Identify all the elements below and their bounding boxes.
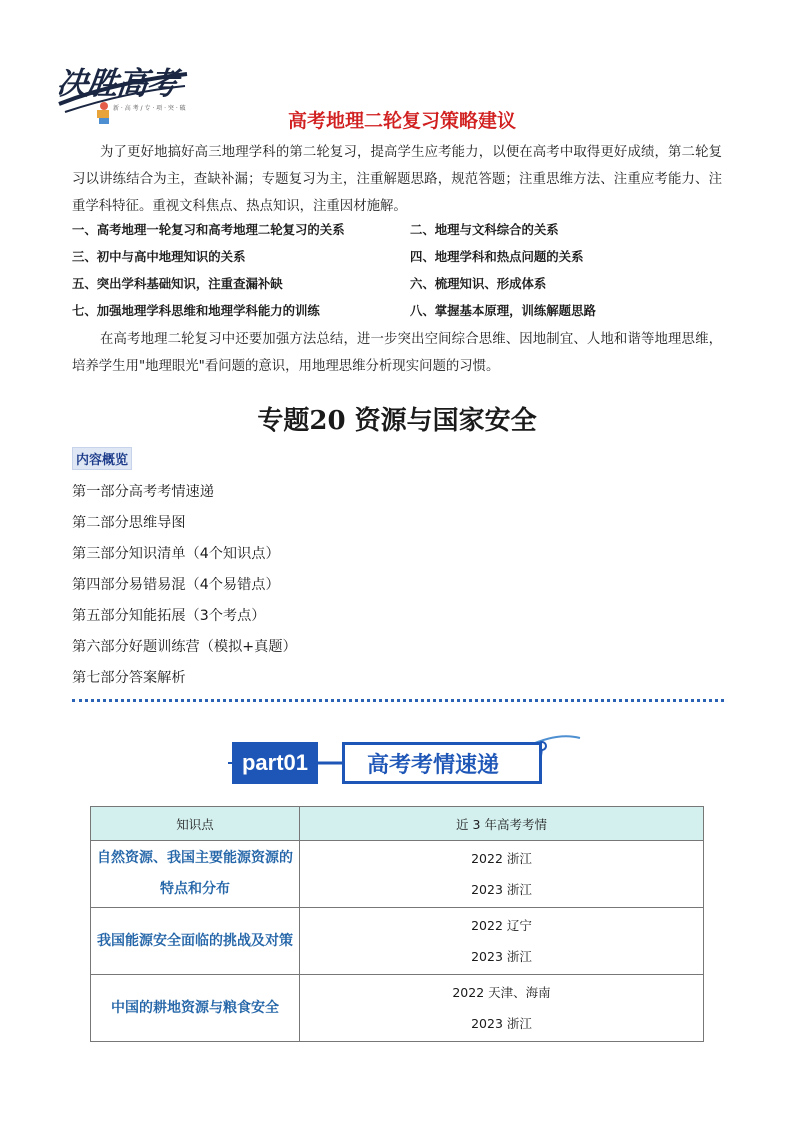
year-entry: 2023 浙江 [471,882,532,897]
outro-paragraph: 在高考地理二轮复习中还要加强方法总结，进一步突出空间综合思维、因地制宜、人地和谐等地理思维，培养学生用"地理眼光"看问题的意识，用地理思维分析现实问题的习惯。 [72,332,722,374]
point-item: 三、初中与高中地理知识的关系 [72,249,246,264]
toc-item[interactable]: 第一部分高考考情速递 [72,484,214,500]
part-number-badge: part01 [232,742,318,784]
year-entry: 2022 辽宁 [471,918,532,933]
toc-item[interactable]: 第七部分答案解析 [72,670,186,686]
point-item: 六、梳理知识、形成体系 [410,276,547,291]
topic-cell: 我国能源安全面临的挑战及对策 [91,908,300,975]
point-item: 五、突出学科基础知识，注重查漏补缺 [72,276,283,291]
toc-item[interactable]: 第四部分易错易混（4个易错点） [72,577,280,593]
years-cell [300,908,704,975]
point-item: 四、地理学科和热点问题的关系 [410,249,584,264]
overview-tag: 内容概览 [72,447,132,470]
table-header-topic: 知识点 [91,807,300,841]
section-label: 高考考情速递 [342,742,542,784]
year-entry: 2023 浙江 [471,1016,532,1031]
point-item: 七、加强地理学科思维和地理学科能力的训练 [72,303,320,318]
table-row [91,908,704,975]
toc-item[interactable]: 第二部分思维导图 [72,515,186,531]
toc-item[interactable]: 第五部分知能拓展（3个考点） [72,608,266,624]
table-header-years: 近 3 年高考考情 [300,807,704,841]
point-item: 一、高考地理一轮复习和高考地理二轮复习的关系 [72,222,345,237]
topic-title: 专题20 资源与国家安全 [257,406,537,436]
exam-info-table [90,806,704,1042]
table-of-contents [72,478,297,695]
year-entry: 2022 天津、海南 [452,985,551,1000]
strategy-title: 高考地理二轮复习策略建议 [287,110,516,132]
point-item: 八、掌握基本原理，训练解题思路 [410,303,596,318]
table-row [91,975,704,1042]
toc-item[interactable]: 第六部分好题训练营（模拟+真题） [72,639,297,655]
intro-paragraph: 为了更好地搞好高三地理学科的第二轮复习，提高学生应考能力，以便在高考中取得更好成绩，第二轮复习以讲练结合为主，查缺补漏；专题复习为主，注重解题思路，规范答题；注重思维方法、注重应考能力、注重学科特征。重视文科焦点、热点知识，注重因材施解。 [72,145,722,214]
section-banner [228,732,588,792]
topic-cell: 中国的耕地资源与粮食安全 [91,975,300,1042]
years-cell [300,975,704,1042]
logo-small-text: 新 · 高 考 / 专 · 项 · 突 · 破 [113,105,186,112]
year-entry: 2022 浙江 [471,851,532,866]
logo-text: 决胜高考 [54,66,179,102]
toc-item[interactable]: 第三部分知识清单（4个知识点） [72,546,280,562]
years-cell [300,841,704,908]
year-entry: 2023 浙江 [471,949,532,964]
topic-cell: 自然资源、我国主要能源资源的特点和分布 [91,841,300,908]
dotted-divider [72,699,724,702]
point-item: 二、地理与文科综合的关系 [410,222,559,237]
table-row [91,841,704,908]
